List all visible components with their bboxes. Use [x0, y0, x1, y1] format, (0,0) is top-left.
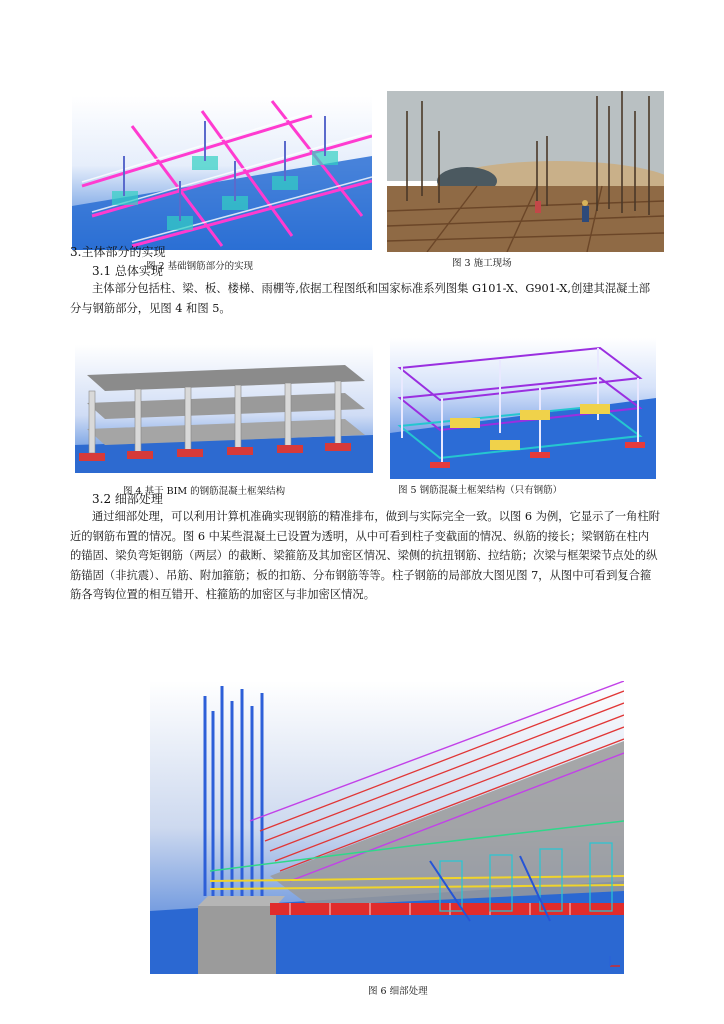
figure-5-caption: 图 5 钢筋混凝土框架结构（只有钢筋） — [398, 485, 563, 496]
figure-3-caption: 图 3 施工现场 — [452, 258, 512, 269]
figure-3-construction-site — [387, 91, 664, 252]
section-3-2-paragraph: 通过细部处理，可以利用计算机准确实现钢筋的精准排布，做到与实际完全一致。以图 6 为例，它显示了一角柱附近的钢筋布置的情况。图 6 中某些混凝土已设置为透明，从中可看到柱子变截面的情况、纵筋的接长；梁钢筋在柱内的锚固、梁负弯矩钢筋（两层）的截断、梁箍筋及其加密区情况、梁侧的抗扭钢筋、拉结筋；次梁与框架梁节点处的纵筋锚固（非抗震）、吊筋、附加箍筋；板的扣筋、分布钢筋等等。柱子钢筋的局部放大图见图 7，从图中可看到复合箍筋各弯钩位置的相互错开、柱箍筋的加密区与非加密区情况。 — [70, 510, 660, 602]
section-3-1-paragraph: 主体部分包括柱、梁、板、楼梯、雨棚等,依据工程图纸和国家标准系列图集 G101-X、G901-X,创建其混凝土部分与钢筋部分，见图 4 和图 5。 — [70, 282, 651, 315]
figure-4-bim-frame — [75, 345, 373, 473]
figure-2-caption: 图 2 基础钢筋部分的实现 — [146, 261, 254, 272]
figure-6-detail — [150, 681, 624, 974]
section-3-1-heading: 3.1 总体实现 — [92, 264, 163, 278]
section-3-2-heading: 3.2 细部处理 — [92, 492, 163, 506]
figure-6-caption: 图 6 细部处理 — [368, 986, 428, 997]
section-3-heading: 3.主体部分的实现 — [70, 245, 166, 259]
figure-4-caption: 图 4 基于 BIM 的钢筋混凝土框架结构 — [123, 486, 286, 497]
figure-5-rebar-only — [390, 338, 656, 479]
figure-2-foundation-rebar — [72, 96, 372, 250]
